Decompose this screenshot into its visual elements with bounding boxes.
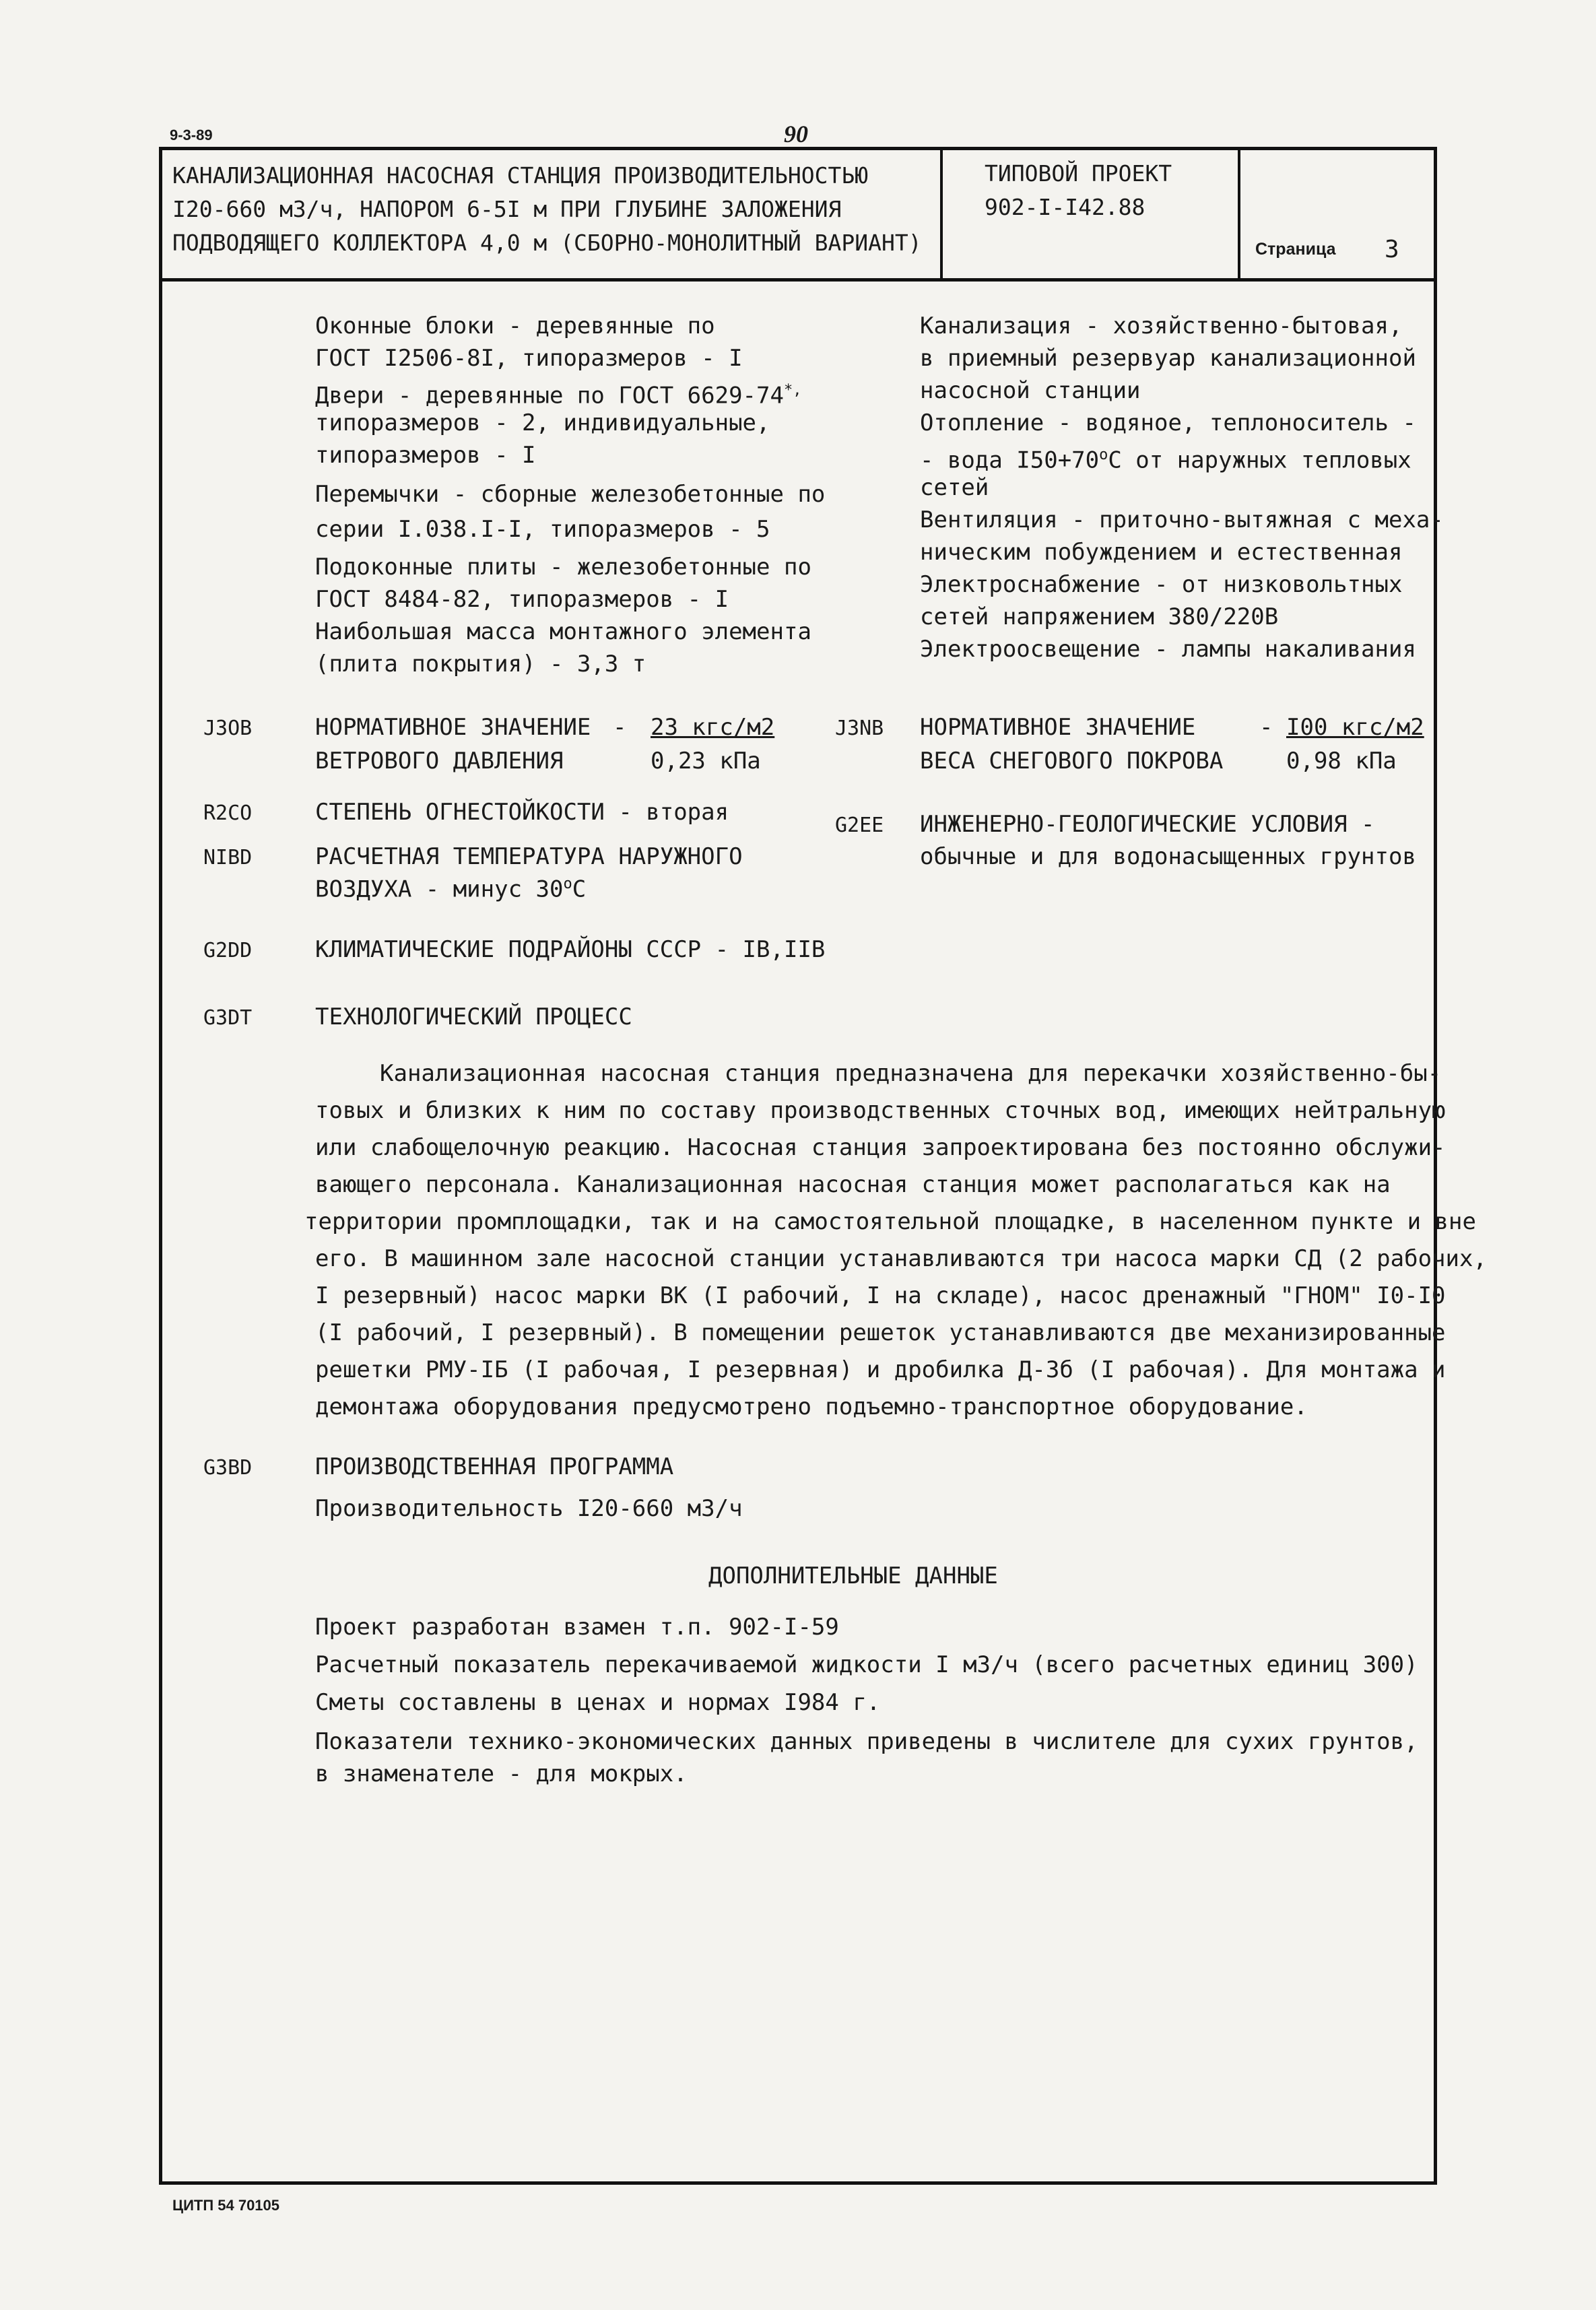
system-line: Канализация - хозяйственно-бытовая, <box>920 312 1403 339</box>
paragraph-line: товых и близких к ним по составу производственных сточных вод, имеющих нейтральную <box>315 1097 1446 1124</box>
geo-conditions: обычные и для водонасыщенных грунтов <box>920 843 1416 870</box>
system-line: насосной станции <box>920 377 1141 404</box>
title-line: ПОДВОДЯЩЕГО КОЛЛЕКТОРА 4,0 м (СБОРНО-МОНОЛИТНЫЙ ВАРИАНТ) <box>172 230 922 256</box>
system-line: Отопление - водяное, теплоноситель - <box>920 409 1416 436</box>
snow-label: ВЕСА СНЕГОВОГО ПОКРОВА <box>920 748 1224 774</box>
paragraph-line: или слабощелочную реакцию. Насосная станция запроектирована без постоянно обслужи- <box>315 1134 1446 1161</box>
snow-label: НОРМАТИВНОЕ ЗНАЧЕНИЕ <box>920 714 1196 741</box>
additional-line: Сметы составлены в ценах и нормах I984 г. <box>315 1689 881 1716</box>
system-line: Вентиляция - приточно-вытяжная с меха- <box>920 506 1444 533</box>
paragraph-line: демонтажа оборудования предусмотрено подъемно-транспортное оборудование. <box>315 1393 1308 1420</box>
additional-line: Расчетный показатель перекачиваемой жидкости I м3/ч (всего расчетных единиц 300) <box>315 1651 1418 1678</box>
design-temperature: РАСЧЕТНАЯ ТЕМПЕРАТУРА НАРУЖНОГО <box>315 843 743 870</box>
system-line-text: - вода I50+70 <box>920 447 1100 474</box>
design-temperature <box>315 876 586 902</box>
page-number: 90 <box>784 121 808 147</box>
wind-label: НОРМАТИВНОЕ ЗНАЧЕНИЕ <box>315 714 591 741</box>
spec-line: Перемычки - сборные железобетонные по <box>315 481 826 508</box>
fire-resistance: СТЕПЕНЬ ОГНЕСТОЙКОСТИ - вторая <box>315 799 729 826</box>
geo-code: G2EE <box>835 814 884 837</box>
wind-label: ВЕТРОВОГО ДАВЛЕНИЯ <box>315 748 564 774</box>
footer-stamp: ЦИТП 54 70105 <box>172 2197 280 2214</box>
spec-line: Подоконные плиты - железобетонные по <box>315 554 811 581</box>
wind-code: J3OB <box>203 717 253 740</box>
snow-dash: - <box>1259 714 1273 741</box>
temperature-text: ВОЗДУХА - минус 30 <box>315 876 564 903</box>
climate-subregions: КЛИМАТИЧЕСКИЕ ПОДРАЙОНЫ СССР - IВ,IIВ <box>315 936 826 963</box>
spec-line: ГОСТ 8484-82, типоразмеров - I <box>315 586 729 613</box>
degree-mark: о <box>563 876 572 892</box>
spec-line: ГОСТ I2506-8I, типоразмеров - I <box>315 345 743 372</box>
system-line: Электроснабжение - от низковольтных <box>920 571 1403 598</box>
additional-line: Показатели технико-экономических данных приведены в числителе для сухих грунтов, <box>315 1728 1418 1755</box>
system-line: сетей <box>920 474 989 501</box>
spec-line: типоразмеров - I <box>315 442 536 469</box>
spec-line: (плита покрытия) - 3,3 т <box>315 651 646 678</box>
title-text <box>172 159 922 260</box>
wind-value-kpa: 0,23 кПа <box>651 748 761 774</box>
paragraph-line: решетки РМУ-IБ (I рабочая, I резервная) и дробилка Д-3б (I рабочая). Для монтажа и <box>315 1356 1446 1383</box>
program-heading: ПРОИЗВОДСТВЕННАЯ ПРОГРАММА <box>315 1453 674 1480</box>
system-line: Электроосвещение - лампы накаливания <box>920 636 1416 663</box>
climate-code: G2DD <box>203 939 253 962</box>
project-number: 902-I-I42.88 <box>985 194 1145 220</box>
snow-code: J3NB <box>835 717 884 740</box>
title-divider <box>940 147 943 282</box>
paragraph-line: территории промплощадки, так и на самостоятельной площадке, в населенном пункте и вне <box>304 1208 1476 1235</box>
additional-heading: ДОПОЛНИТЕЛЬНЫЕ ДАННЫЕ <box>708 1562 998 1589</box>
fire-code: R2CO <box>203 801 253 825</box>
paragraph-line: (I рабочий, I резервный). В помещении решеток устанавливаются две механизированные <box>315 1319 1446 1346</box>
spec-line: серии I.038.I-I, типоразмеров - 5 <box>315 516 770 543</box>
paragraph-line: I резервный) насос марки ВК (I рабочий, I на складе), насос дренажный "ГНОМ" I0-I0 <box>315 1282 1446 1309</box>
system-line-text: С от наружных тепловых <box>1108 447 1411 474</box>
system-line: сетей напряжением 380/220В <box>920 603 1279 630</box>
footnote-mark: *, <box>783 382 802 399</box>
sheet-number: 3 <box>1385 236 1399 263</box>
system-line <box>920 439 1411 476</box>
degree-mark: о <box>1099 447 1108 463</box>
program-code: G3BD <box>203 1456 253 1480</box>
geo-conditions: ИНЖЕНЕРНО-ГЕОЛОГИЧЕСКИЕ УСЛОВИЯ - <box>920 811 1375 838</box>
system-line: в приемный резервуар канализационной <box>920 345 1416 372</box>
paragraph-line: его. В машинном зале насосной станции устанавливаются три насоса марки СД (2 рабочих, <box>315 1245 1487 1272</box>
additional-line: Проект разработан взамен т.п. 902-I-59 <box>315 1614 839 1641</box>
project-label: ТИПОВОЙ ПРОЕКТ <box>985 160 1172 187</box>
temperature-unit: С <box>572 876 587 903</box>
snow-value-kpa: 0,98 кПа <box>1286 748 1397 774</box>
system-line: ническим побуждением и естественная <box>920 539 1403 566</box>
process-heading: ТЕХНОЛОГИЧЕСКИЙ ПРОЦЕСС <box>315 1003 632 1030</box>
temp-code: NIBD <box>203 846 253 869</box>
spec-line: Оконные блоки - деревянные по <box>315 312 715 339</box>
process-code: G3DT <box>203 1006 253 1030</box>
snow-value-kgs: I00 кгс/м2 <box>1286 714 1424 741</box>
spec-line: Наибольшая масса монтажного элемента <box>315 618 811 645</box>
paragraph-line: вающего персонала. Канализационная насосная станция может располагаться как на <box>315 1171 1391 1198</box>
wind-value-kgs: 23 кгс/м2 <box>651 714 775 741</box>
title-line: I20-660 м3/ч, НАПОРОМ 6-5I м ПРИ ГЛУБИНЕ ЗАЛОЖЕНИЯ <box>172 196 842 222</box>
additional-line: в знаменателе - для мокрых. <box>315 1760 688 1787</box>
wind-dash: - <box>613 714 627 741</box>
title-line: КАНАЛИЗАЦИОННАЯ НАСОСНАЯ СТАНЦИЯ ПРОИЗВОДИТЕЛЬНОСТЬЮ <box>172 162 869 189</box>
paragraph-line: Канализационная насосная станция предназначена для перекачки хозяйственно-бы- <box>380 1060 1442 1087</box>
spec-line-text: Двери - деревянные по ГОСТ 6629-74 <box>315 382 784 409</box>
title-divider <box>1238 147 1240 282</box>
sheet-label: Страница <box>1255 240 1336 259</box>
doc-code: 9-3-89 <box>170 127 213 143</box>
spec-line: типоразмеров - 2, индивидуальные, <box>315 409 770 436</box>
program-capacity: Производительность I20-660 м3/ч <box>315 1495 743 1522</box>
